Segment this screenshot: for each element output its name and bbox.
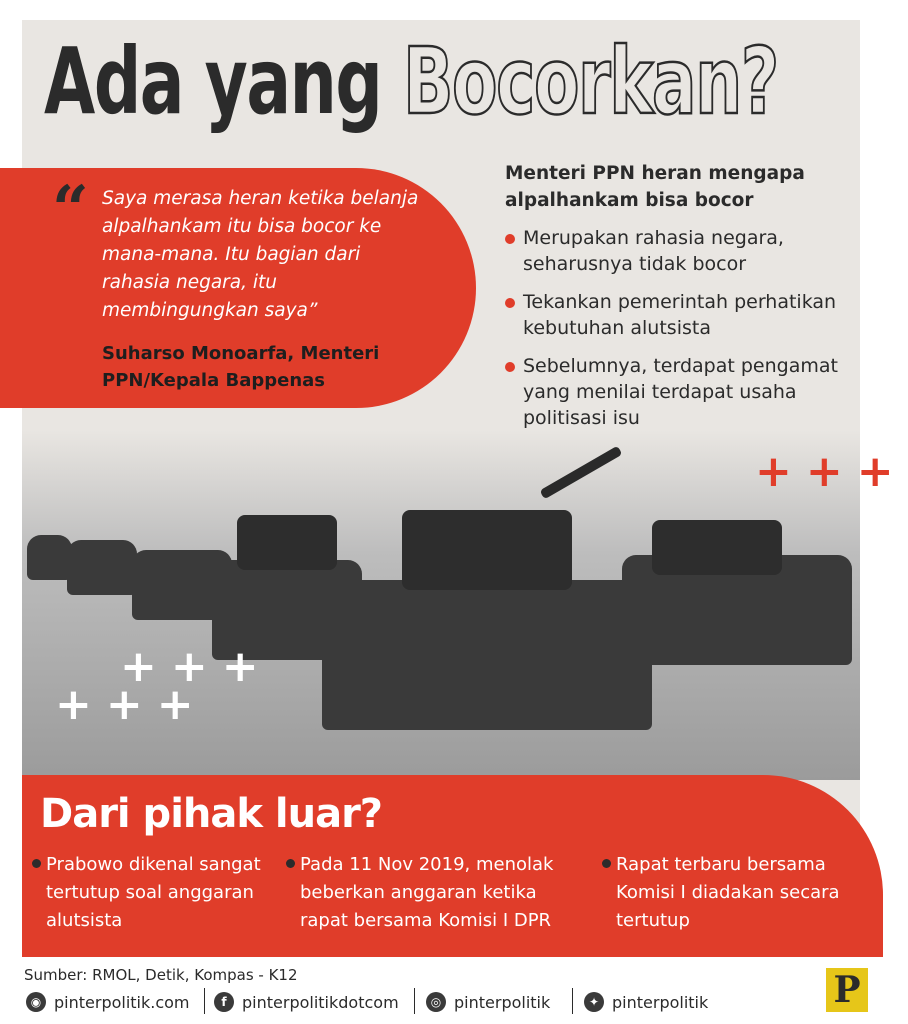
social-label: pinterpolitik.com	[54, 992, 190, 1012]
title-part-solid: Ada yang	[44, 28, 382, 135]
page-title	[44, 28, 778, 135]
tank-illustration	[67, 540, 137, 595]
divider	[572, 988, 573, 1014]
instagram-icon: ◎	[426, 992, 446, 1012]
social-label: pinterpolitik	[612, 992, 709, 1012]
tank-turret	[237, 515, 337, 570]
source-credit: Sumber: RMOL, Detik, Kompas - K12	[24, 966, 298, 984]
social-label: pinterpolitikdotcom	[242, 992, 399, 1012]
list-item: Tekankan pemerintah perhatikan kebutuhan alutsista	[505, 289, 850, 341]
quote-mark-icon: “	[52, 172, 89, 247]
bullet-icon	[505, 234, 515, 244]
tank-illustration	[322, 580, 652, 730]
bullet-icon	[32, 859, 41, 868]
quote-text: Saya merasa heran ketika belanja alpalhankam itu bisa bocor ke mana-mana. Itu bagian dari rahasia negara, itu membingungkan saya”	[102, 188, 419, 321]
pinterpolitik-logo: P	[826, 968, 868, 1012]
divider	[414, 988, 415, 1014]
bullet-icon	[505, 298, 515, 308]
plus-decoration: +++	[120, 641, 273, 692]
plus-decoration: +++	[755, 446, 908, 497]
social-facebook[interactable]	[214, 990, 399, 1014]
bullet-icon	[286, 859, 295, 868]
facebook-icon: f	[214, 992, 234, 1012]
social-label: pinterpolitik	[454, 992, 551, 1012]
list-item: Rapat terbaru bersama Komisi I diadakan secara tertutup	[616, 851, 861, 935]
bullet-icon	[505, 362, 515, 372]
tank-illustration	[132, 550, 232, 620]
list-item: Merupakan rahasia negara, seharusnya tidak bocor	[505, 225, 850, 277]
social-twitter[interactable]	[584, 990, 708, 1014]
title-part-outline: Bocorkan?	[402, 28, 778, 135]
divider	[204, 988, 205, 1014]
twitter-icon: ✦	[584, 992, 604, 1012]
bullet-icon	[602, 859, 611, 868]
tank-turret	[652, 520, 782, 575]
tank-turret	[402, 510, 572, 590]
quote-author: Suharso Monoarfa, Menteri PPN/Kepala Bappenas	[102, 343, 380, 391]
tank-barrel	[540, 446, 623, 500]
right-heading: Menteri PPN heran mengapa alpalhankam bisa bocor	[505, 163, 805, 211]
list-item: Prabowo dikenal sangat tertutup soal anggaran alutsista	[46, 851, 306, 935]
list-item: Pada 11 Nov 2019, menolak beberkan anggaran ketika rapat bersama Komisi I DPR	[300, 851, 572, 935]
social-instagram[interactable]	[426, 990, 550, 1014]
right-bullet-list	[505, 225, 850, 443]
globe-icon: ◉	[26, 992, 46, 1012]
bottom-title: Dari pihak luar?	[40, 791, 383, 837]
plus-decoration: +++	[55, 679, 208, 730]
tank-illustration	[27, 535, 72, 580]
social-website[interactable]	[26, 990, 190, 1014]
list-item: Sebelumnya, terdapat pengamat yang menilai terdapat usaha politisasi isu	[505, 353, 850, 431]
